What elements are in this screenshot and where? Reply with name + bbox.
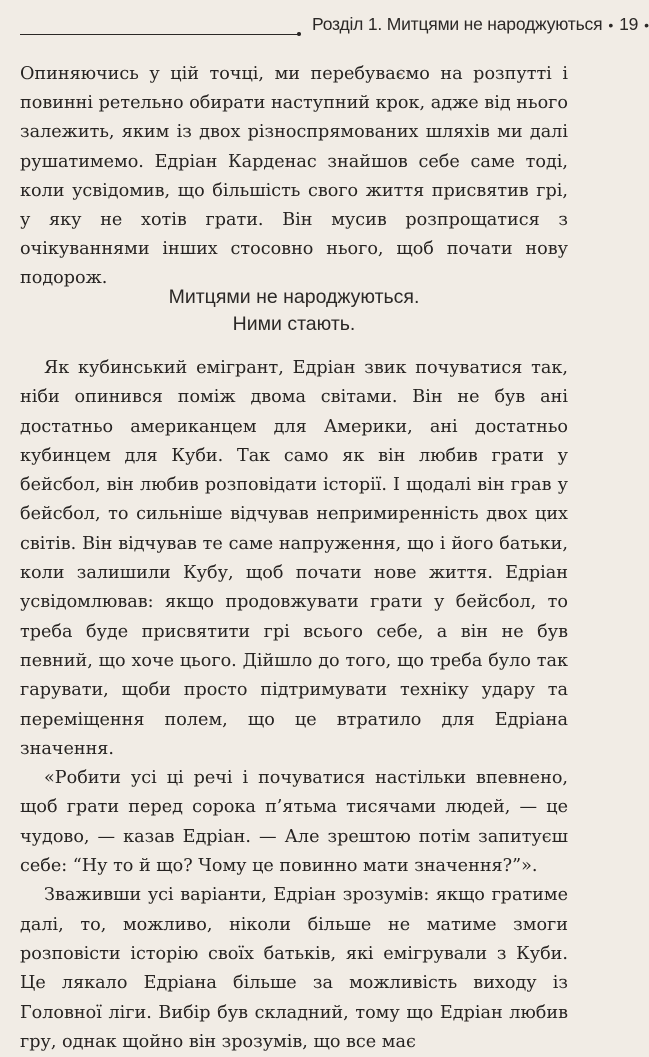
body-text <box>20 354 568 1057</box>
subheading-line-1: Митцями не народжуються. <box>168 286 420 308</box>
bullet-icon: • <box>644 17 649 33</box>
section-subheading <box>20 284 568 338</box>
running-head-title: Розділ 1. Митцями не народжуються <box>312 14 603 34</box>
header-rule <box>20 34 298 35</box>
subheading-line-2: Ними стають. <box>232 313 356 335</box>
running-head <box>312 14 649 35</box>
paragraph-1: Як кубинський емігрант, Едріан звик почуватися так, ніби опинився поміж двома світами. Він не був ані достатньо американцем для Америки, ані достатньо кубинцем для Куби. Так само як він любив грати у бейсбол, він любив розповідати історії. І щодалі він грав у бейсбол, то сильніше відчував непримиренність двох цих світів. Він відчував те саме напруження, що і його батьки, коли залишили Кубу, щоб почати нове життя. Едріан усвідомлював: якщо продовжувати грати у бейсбол, то треба буде присвятити грі всього себе, а він не був певний, що хоче цього. Дійшло до того, що треба було так гарувати, щоби просто підтримувати техніку удару та переміщення полем, що це втратило для Едріана значення. <box>20 358 568 759</box>
paragraph-2: «Робити усі ці речі і почуватися настільки впевнено, щоб грати перед сорока п’ятьма тисячами людей, — це чудово, — казав Едріан. — Але зрештою потім запитуєш себе: “Ну то й що? Чому це повинно мати значення?”». <box>20 768 568 877</box>
paragraph-3: Зваживши усі варіанти, Едріан зрозумів: якщо гратиме далі, то, можливо, ніколи більше не матиме змоги розповісти історію своїх батьків, які емігрували з Куби. Це лякало Едріана більше за можливість виходу із Головної ліги. Вибір був складний, тому що Едріан любив гру, однак щойно він зрозумів, що все має <box>20 885 568 1052</box>
page-number: 19 <box>619 14 639 34</box>
bullet-icon: • <box>608 17 614 33</box>
intro-paragraph: Опиняючись у цій точці, ми перебуваємо на розпутті і повинні ретельно обирати наступний крок, адже від нього залежить, яким із двох різноспрямованих шляхів ми далі рушатимемо. Едріан Карденас знайшов себе саме тоді, коли усвідомив, що більшість свого життя присвятив грі, у яку не хотів грати. Він мусив розпрощатися з очікуваннями інших стосовно нього, щоб почати нову подорож. <box>20 64 568 289</box>
intro-text <box>20 60 568 294</box>
page-header <box>20 12 649 38</box>
